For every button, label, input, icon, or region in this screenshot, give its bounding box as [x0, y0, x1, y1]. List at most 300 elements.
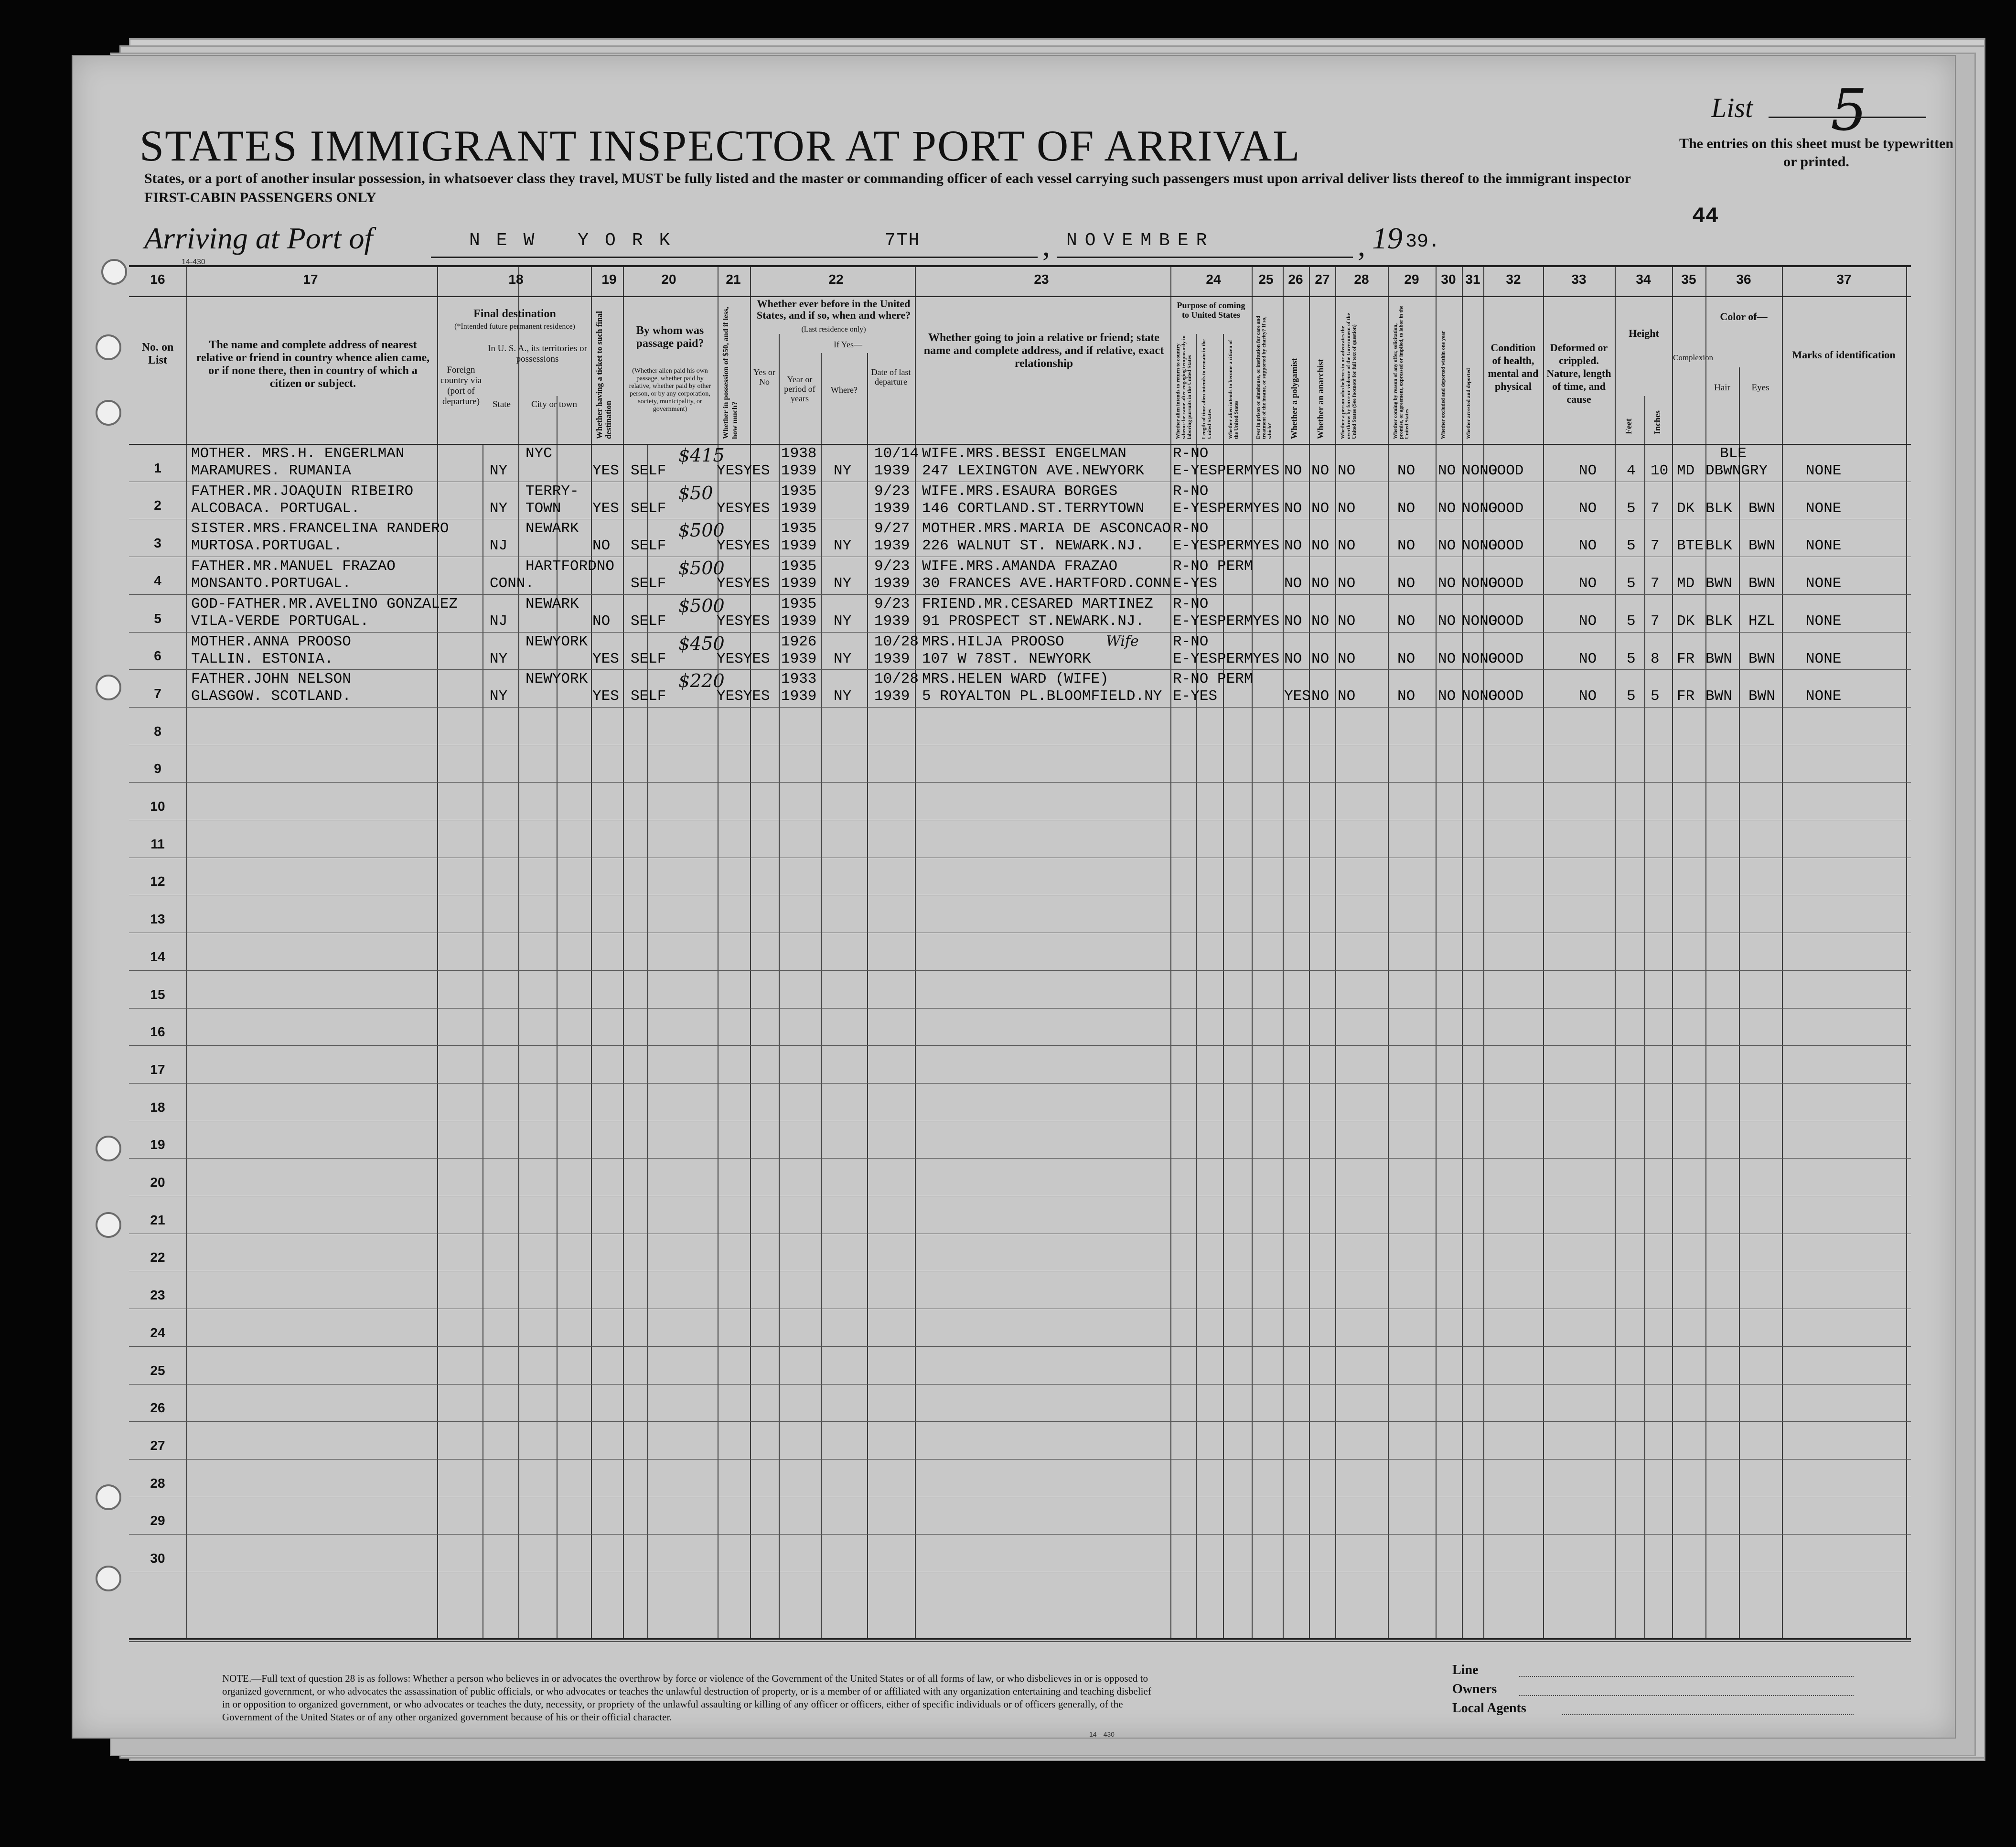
header-no-on-list: No. on List	[141, 341, 174, 366]
column-divider	[1739, 367, 1740, 1638]
dest-city: NEWARK	[525, 595, 579, 612]
relative-name: FATHER.MR.MANUEL FRAZAO	[191, 558, 396, 575]
year-1: 1935	[781, 558, 817, 575]
column-divider	[1335, 267, 1336, 1638]
row-rule	[129, 1346, 1911, 1347]
list-label: List	[1711, 92, 1753, 123]
hair-value: BWN	[1705, 688, 1732, 705]
labor-value: NO	[1438, 462, 1456, 479]
column-divider	[1309, 267, 1310, 1638]
relative-name: SISTER.MRS.FRANCELINA RANDERO	[191, 520, 449, 537]
header-deformed: Deformed or crippled. Nature, length of time, and cause	[1546, 342, 1611, 405]
height-inches: 10	[1651, 462, 1669, 479]
overthrow-value: NO	[1397, 688, 1415, 705]
punch-hole-icon	[96, 1566, 121, 1591]
passenger-table	[129, 265, 1911, 1640]
complexion-value: FR	[1677, 688, 1695, 705]
dest-city: NEWYORK	[525, 633, 588, 650]
polygamist-value: NO	[1311, 612, 1330, 630]
join-name: WIFE.MRS.BESSI ENGELMAN	[922, 445, 1126, 462]
hair-value: BLK	[1705, 500, 1732, 517]
deformed-value: NO	[1579, 500, 1597, 517]
header-marks: Marks of identification	[1792, 349, 1896, 361]
row-number: 20	[150, 1175, 165, 1190]
prison-value: NO	[1284, 462, 1302, 479]
column-number: 33	[1571, 272, 1587, 287]
list-number: 5	[1831, 77, 1867, 144]
polygamist-value: NO	[1311, 537, 1330, 555]
marks-value: NONE	[1806, 688, 1842, 705]
row-number: 5	[154, 611, 161, 626]
row-number: 27	[150, 1438, 165, 1453]
labor-value: NO	[1438, 500, 1456, 517]
join-name: MOTHER.MRS.MARIA DE ASCONCAO	[922, 520, 1171, 537]
eyes-value: BWN	[1748, 537, 1775, 555]
column-number: 34	[1636, 272, 1651, 287]
health-value: GOOD	[1488, 650, 1524, 667]
overthrow-value: NO	[1397, 537, 1415, 555]
cabin-class-label: FIRST-CABIN PASSENGERS ONLY	[144, 190, 376, 205]
health-value: GOOD	[1488, 688, 1524, 705]
relative-name: GOD-FATHER.MR.AVELINO GONZALEZ	[191, 595, 458, 612]
departure-date: 10/14	[874, 445, 919, 462]
year-2: 1939	[781, 462, 817, 479]
purpose-line-1: R-NO	[1173, 595, 1209, 612]
hair-value: BLK	[1705, 612, 1732, 630]
column-divider	[915, 267, 916, 1638]
year-1: 1935	[781, 520, 817, 537]
header-final-destination: Final destination	[473, 308, 556, 320]
agents-field	[1452, 1701, 1882, 1720]
deformed-value: NO	[1579, 575, 1597, 592]
row-number: 9	[154, 761, 161, 776]
column-divider	[1543, 267, 1544, 1638]
column-divider	[779, 334, 780, 1638]
column-number-row	[129, 267, 1911, 297]
owners-blank	[1519, 1695, 1854, 1696]
header-where: Where?	[831, 385, 858, 395]
column-number: 17	[303, 272, 318, 287]
comma: ,	[1358, 228, 1365, 262]
header-join-relative: Whether going to join a relative or friend; state name and complete address, and if relative, exact relationship	[923, 332, 1164, 370]
height-inches: 7	[1651, 537, 1660, 555]
header-if-yes: If Yes—	[833, 340, 862, 349]
dest-state: NY	[490, 688, 508, 705]
join-address: 247 LEXINGTON AVE.NEWYORK	[922, 462, 1145, 479]
header-health: Condition of health, mental and physical	[1488, 342, 1539, 392]
labor-value: NO	[1438, 537, 1456, 555]
column-number: 19	[601, 272, 617, 287]
hair-value: BWN	[1705, 575, 1732, 592]
deported-value: NONO	[1462, 537, 1498, 555]
join-name: MRS.HELEN WARD (WIFE)	[922, 671, 1109, 688]
header-final-destination-note: (*Intended future permanent residence)	[454, 322, 575, 331]
column-divider	[1615, 267, 1616, 1638]
header-excluded: Whether excluded and deported within one year	[1440, 331, 1446, 439]
row-number: 21	[150, 1212, 165, 1227]
agents-blank	[1562, 1714, 1854, 1715]
column-divider	[867, 353, 868, 1638]
row-rule	[129, 669, 1911, 670]
header-anarchist: Whether an anarchist	[1316, 359, 1325, 439]
day-value: 7TH	[885, 230, 921, 251]
join-name: WIFE.MRS.AMANDA FRAZAO	[922, 558, 1118, 575]
overthrow-value: NO	[1397, 575, 1415, 592]
column-divider	[186, 267, 187, 1638]
column-divider	[1283, 267, 1284, 1638]
eyes-value: BWN	[1748, 688, 1775, 705]
punch-hole-icon	[96, 1484, 121, 1510]
header-last-departure: Date of last departure	[871, 367, 911, 387]
deported-value: NONO	[1462, 688, 1498, 705]
column-divider	[623, 267, 624, 1638]
port-underline	[431, 257, 1038, 258]
hair-value: DBWNGRY	[1705, 462, 1768, 479]
polygamist-value: NO	[1311, 650, 1330, 667]
overthrow-value: NO	[1397, 650, 1415, 667]
dest-city: NYC	[525, 445, 552, 462]
header-color: Color of—	[1720, 311, 1768, 322]
row-number: 3	[154, 536, 161, 551]
row-rule	[129, 1459, 1911, 1460]
handwritten-amount: $500	[678, 595, 725, 616]
header-city: City or town	[531, 399, 578, 409]
complexion-value: DK	[1677, 612, 1695, 630]
health-value: GOOD	[1488, 575, 1524, 592]
column-divider	[1644, 396, 1645, 1638]
header-feet: Feet	[1624, 419, 1633, 434]
join-name: FRIEND.MR.CESARED MARTINEZ	[922, 595, 1153, 612]
row-rule	[129, 1421, 1911, 1422]
paid-by: SELF	[631, 537, 666, 555]
header-passage-note: (Whether alien paid his own passage, whether paid by relative, whether paid by other person, or by any corporation, society, municipality, or government)	[629, 367, 711, 413]
header-ticket: Whether having a ticket to such final destination	[595, 311, 613, 439]
typewritten-note: The entries on this sheet must be typewritten or printed.	[1679, 136, 1954, 170]
complexion-value: DK	[1677, 500, 1695, 517]
column-divider	[1672, 267, 1673, 1638]
header-before-in-us: Whether ever before in the United States, and if so, when and where?	[756, 298, 911, 321]
row-number: 22	[150, 1250, 165, 1265]
purpose-line-1: R-NO PERM	[1173, 671, 1253, 688]
labor-value: NO	[1438, 650, 1456, 667]
money-value: YESYES	[717, 688, 770, 705]
arriving-label: Arriving at Port of	[144, 221, 373, 255]
row-rule	[129, 1158, 1911, 1159]
owners-label: Owners	[1452, 1682, 1497, 1697]
row-number: 15	[150, 987, 165, 1002]
money-value: YESYES	[717, 612, 770, 630]
row-number: 1	[154, 460, 161, 475]
polygamist-value: NO	[1311, 500, 1330, 517]
header-prison: Ever in prison or almshouse, or institution for care and treatment of the insane, or supported by charity? If so, which?	[1255, 315, 1273, 439]
punch-hole-icon	[101, 259, 127, 285]
anarchist-value: NO	[1338, 462, 1356, 479]
header-purpose-b: Length of time alien intends to remain in the United States	[1201, 339, 1212, 439]
health-value: GOOD	[1488, 500, 1524, 517]
where-value: NY	[834, 537, 852, 555]
handwritten-amount: $50	[678, 482, 713, 504]
dest-city-cont: TOWN	[525, 500, 561, 517]
complexion-value: MD	[1677, 462, 1695, 479]
header-relative-address: The name and complete address of nearest relative or friend in country whence alien came, or if none there, then in country of which a citizen or subject.	[196, 339, 430, 390]
header-foreign-country: Foreign country via (port of departure)	[440, 365, 482, 407]
labor-value: NO	[1438, 575, 1456, 592]
deformed-value: NO	[1579, 612, 1597, 630]
dest-state: NJ	[490, 612, 508, 630]
marks-value: NONE	[1806, 500, 1842, 517]
header-yes-no: Yes or No	[753, 367, 775, 387]
row-number: 17	[150, 1062, 165, 1077]
deformed-value: NO	[1579, 650, 1597, 667]
row-number: 30	[150, 1551, 165, 1566]
marks-value: NONE	[1806, 612, 1842, 630]
handwritten-amount: $450	[678, 633, 725, 654]
form-code: 14-430	[182, 258, 205, 266]
ticket-value: YES	[592, 650, 619, 667]
row-number: 24	[150, 1325, 165, 1340]
purpose-line-2: E-YESPERMYES	[1173, 612, 1280, 630]
column-divider	[557, 396, 558, 1638]
header-money: Whether in possession of $50, and if less, how much?	[722, 307, 739, 439]
departure-year: 1939	[874, 575, 910, 592]
footer-divider	[129, 1641, 1911, 1642]
departure-year: 1939	[874, 688, 910, 705]
column-number: 21	[726, 272, 741, 287]
year-1: 1935	[781, 595, 817, 612]
labor-value: NO	[1438, 612, 1456, 630]
signature-fields	[1452, 1663, 1882, 1720]
row-number: 10	[150, 799, 165, 814]
deported-value: NONO	[1462, 612, 1498, 630]
year-1: 1935	[781, 483, 817, 500]
marks-value: NONE	[1806, 650, 1842, 667]
eyes-value: HZL	[1748, 612, 1775, 630]
year-1: 1938	[781, 445, 817, 462]
prison-value: NO	[1284, 537, 1302, 555]
eyes-value: BWN	[1748, 575, 1775, 592]
header-purpose: Purpose of coming to United States	[1177, 301, 1245, 320]
relative-place: ALCOBACA. PORTUGAL.	[191, 500, 360, 517]
row-number: 2	[154, 498, 161, 513]
dest-state: NY	[490, 500, 508, 517]
port-value: NEW YORK	[469, 230, 686, 251]
instruction-text: States, or a port of another insular possession, in whatsoever class they travel, MUST be fully listed and the master or commanding officer of each vessel carrying such passengers must upon arrival deliver lists thereof to the immigrant inspector	[144, 171, 1631, 186]
year-2: 1939	[781, 688, 817, 705]
year-2: 1939	[781, 537, 817, 555]
purpose-line-2: E-YESPERMYES	[1173, 500, 1280, 517]
row-number: 26	[150, 1400, 165, 1416]
paid-by: SELF	[631, 462, 666, 479]
health-value: GOOD	[1488, 462, 1524, 479]
header-inches: Inches	[1652, 410, 1662, 434]
hair-note: BLE	[1720, 445, 1747, 462]
dest-state: NY	[490, 650, 508, 667]
year-prefix: 19	[1372, 221, 1403, 255]
join-name: MRS.HILJA PROOSO	[922, 633, 1064, 650]
anarchist-value: NO	[1338, 612, 1356, 630]
row-rule	[129, 632, 1911, 633]
row-rule	[129, 1083, 1911, 1084]
agents-label: Local Agents	[1452, 1701, 1526, 1716]
marks-value: NONE	[1806, 462, 1842, 479]
column-divider	[1223, 334, 1224, 1638]
punch-hole-icon	[96, 400, 121, 426]
departure-year: 1939	[874, 500, 910, 517]
where-value: NY	[834, 650, 852, 667]
row-rule	[129, 1384, 1911, 1385]
column-number: 36	[1736, 272, 1751, 287]
where-value: NY	[834, 462, 852, 479]
header-overthrow: Whether a person who believes in or advocates the overthrow by force or violence of the Government of the United States (See footnote for full text of question)	[1340, 313, 1357, 439]
row-number: 8	[154, 723, 161, 739]
header-polygamist: Whether a polygamist	[1289, 358, 1299, 439]
purpose-line-1: R-NO PERM	[1173, 558, 1253, 575]
header-before-note: (Last residence only)	[801, 325, 866, 333]
column-number: 20	[661, 272, 676, 287]
overthrow-value: NO	[1397, 500, 1415, 517]
dest-state: NY	[490, 462, 508, 479]
overthrow-value: NO	[1397, 612, 1415, 630]
comma: ,	[1042, 228, 1050, 262]
column-divider	[1170, 267, 1171, 1638]
relative-place: TALLIN. ESTONIA.	[191, 650, 333, 667]
money-value: YESYES	[717, 575, 770, 592]
column-number: 25	[1258, 272, 1274, 287]
purpose-line-1: R-NO	[1173, 633, 1209, 650]
header-arrested: Whether arrested and deported	[1466, 368, 1471, 439]
height-inches: 7	[1651, 612, 1660, 630]
relative-place: MONSANTO.PORTUGAL.	[191, 575, 351, 592]
join-address: 91 PROSPECT ST.NEWARK.NJ.	[922, 612, 1145, 630]
page-title: STATES IMMIGRANT INSPECTOR AT PORT OF ARRIVAL	[139, 121, 1301, 170]
header-hair: Hair	[1714, 383, 1730, 393]
paid-by: SELF	[631, 650, 666, 667]
handwritten-amount: $500	[678, 520, 725, 541]
deformed-value: NO	[1579, 462, 1597, 479]
row-number: 18	[150, 1099, 165, 1115]
purpose-line-2: E-YESPERMYES	[1173, 537, 1280, 555]
marks-value: NONE	[1806, 537, 1842, 555]
column-number: 29	[1404, 272, 1419, 287]
header-height: Height	[1629, 327, 1659, 339]
column-number: 35	[1681, 272, 1696, 287]
column-divider	[1436, 267, 1437, 1638]
anarchist-value: NO	[1338, 575, 1356, 592]
column-number: 18	[508, 272, 524, 287]
height-feet: 5	[1627, 500, 1636, 517]
row-number: 29	[150, 1513, 165, 1528]
deported-value: NONO	[1462, 500, 1498, 517]
anarchist-value: NO	[1338, 537, 1356, 555]
prison-value: NO	[1284, 612, 1302, 630]
column-number: 26	[1288, 272, 1303, 287]
arrival-line	[144, 221, 1440, 264]
relative-place: MARAMURES. RUMANIA	[191, 462, 351, 479]
year-2: 1939	[781, 650, 817, 667]
deported-value: NONO	[1462, 650, 1498, 667]
header-year: Year or period of years	[784, 375, 815, 403]
column-number: 27	[1315, 272, 1330, 287]
header-labor-offer: Whether coming by reason of any offer, solicitation, promise, or agreement, expressed or implied, to labor in the United States	[1393, 305, 1410, 439]
relative-name: MOTHER. MRS.H. ENGERLMAN	[191, 445, 405, 462]
polygamist-value: NO	[1311, 462, 1330, 479]
purpose-line-2: E-YESPERMYES	[1173, 462, 1280, 479]
money-value: YESYES	[717, 537, 770, 555]
ticket-value: YES	[592, 462, 619, 479]
departure-date: 9/23	[874, 558, 910, 575]
form-code-footer: 14—430	[1089, 1730, 1115, 1738]
punch-hole-icon	[96, 675, 121, 700]
departure-date: 9/23	[874, 483, 910, 500]
footnote-text: NOTE.—Full text of question 28 is as follows: Whether a person who believes in or advocates the overthrow by force or violence of the Government of the United States or of all forms of law, or who disbelieves in or is opposed to organized government, or who advocates the assassination of public officials, or who advocates or teaches the unlawful destruction of property, or is a member of or affiliated with any organization entertaining and teaching disbelief in or opposition to organized government, or who advocates or teaches the duty, necessity, or propriety of the unlawful assaulting or killing of any officer or officers, either of specific individuals or of officers generally, of the Government of the United States or of any other organized government because of his or their official character.	[222, 1673, 1151, 1723]
row-number: 13	[150, 912, 165, 927]
money-value: YESYES	[717, 650, 770, 667]
ticket-value: NO	[592, 612, 611, 630]
deformed-value: NO	[1579, 688, 1597, 705]
column-divider	[1388, 267, 1389, 1638]
height-feet: 5	[1627, 575, 1636, 592]
punch-hole-icon	[96, 334, 121, 360]
prison-value: NO	[1284, 650, 1302, 667]
line-label: Line	[1452, 1663, 1479, 1677]
year-2: 1939	[781, 500, 817, 517]
row-number: 12	[150, 874, 165, 889]
height-inches: 5	[1651, 688, 1660, 705]
year-2: 1939	[781, 612, 817, 630]
overthrow-value: NO	[1397, 462, 1415, 479]
row-number: 19	[150, 1137, 165, 1152]
height-inches: 8	[1651, 650, 1660, 667]
hair-value: BWN	[1705, 650, 1732, 667]
dest-state: NJ	[490, 537, 508, 555]
punch-hole-icon	[96, 1212, 121, 1238]
prison-value: NO	[1284, 500, 1302, 517]
relative-name: MOTHER.ANNA PROOSO	[191, 633, 351, 650]
polygamist-value: NO	[1311, 575, 1330, 592]
row-rule	[129, 782, 1911, 783]
column-number: 37	[1836, 272, 1852, 287]
column-divider	[591, 267, 592, 1638]
departure-year: 1939	[874, 650, 910, 667]
column-header-row	[129, 296, 1911, 445]
departure-date: 9/27	[874, 520, 910, 537]
year-2: 1939	[781, 575, 817, 592]
owners-field	[1452, 1682, 1882, 1701]
sheet-number: 44	[1692, 204, 1719, 229]
where-value: NY	[834, 688, 852, 705]
row-rule	[129, 1534, 1911, 1535]
relative-name: FATHER.MR.JOAQUIN RIBEIRO	[191, 483, 414, 500]
anarchist-value: NO	[1338, 650, 1356, 667]
month-underline	[1057, 257, 1353, 258]
line-blank	[1519, 1676, 1854, 1677]
join-address: 226 WALNUT ST. NEWARK.NJ.	[922, 537, 1145, 555]
prison-value: YES	[1284, 688, 1311, 705]
relative-place: VILA-VERDE PORTUGAL.	[191, 612, 369, 630]
departure-date: 10/28	[874, 633, 919, 650]
handwritten-note: Wife	[1106, 633, 1139, 650]
health-value: GOOD	[1488, 537, 1524, 555]
line-field	[1452, 1663, 1882, 1682]
dest-city: HARTFORDNO	[525, 558, 615, 575]
where-value: NY	[834, 575, 852, 592]
column-number: 32	[1506, 272, 1521, 287]
dest-state: CONN.	[490, 575, 535, 592]
column-divider	[437, 267, 438, 1638]
punch-hole-icon	[96, 1136, 121, 1161]
header-purpose-a: Whether alien intends to return to country whence he came after engaging temporarily in laboring pursuits in the United States	[1175, 335, 1192, 439]
deported-value: NONO	[1462, 575, 1498, 592]
